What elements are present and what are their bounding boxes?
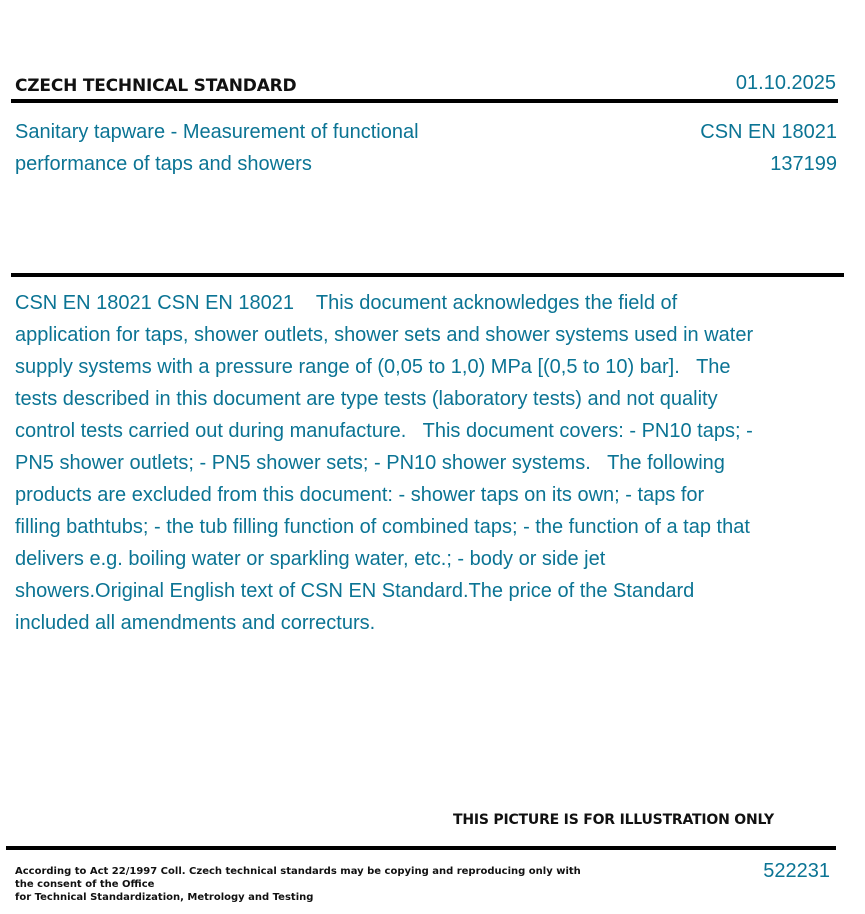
section-divider <box>11 273 844 277</box>
standard-type-label: CZECH TECHNICAL STANDARD <box>15 76 297 96</box>
header-divider <box>11 99 838 103</box>
standard-title <box>15 116 535 180</box>
footer-number: 522231 <box>763 860 830 882</box>
legal-line-1: According to Act 22/1997 Coll. Czech technical standards may be copying and reproducing only with the consent of the Office <box>15 866 581 890</box>
legal-line-2: for Technical Standardization, Metrology and Testing <box>15 892 314 903</box>
publication-date: 01.10.2025 <box>735 72 836 94</box>
title-line-1: Sanitary tapware - Measurement of functional <box>15 121 419 143</box>
abstract-text: CSN EN 18021 CSN EN 18021 This document acknowledges the field of application for taps, shower outlets, shower sets and shower systems used in water supply systems with a pressure range of (0,05 to 1,0) MPa [(0,5 to 10) bar]. The tests described in this document are type tests (laboratory tests) and not quality control tests carried out during manufacture. This document covers: - PN10 taps; - PN5 shower outlets; - PN5 shower sets; - PN10 shower systems. The following products are excluded from this document: - shower taps on its own; - taps for filling bathtubs; - the tub filling function of combined taps; - the function of a tap that delivers e.g. boiling water or sparkling water, etc.; - body or side jet showers.Original English text of CSN EN Standard.The price of the Standard included all amendments and correcturs. <box>15 292 759 634</box>
legal-notice <box>15 865 585 904</box>
footer-divider <box>6 846 836 850</box>
title-line-2: performance of taps and showers <box>15 153 312 175</box>
standard-code: CSN EN 18021 <box>700 121 837 143</box>
catalog-id: 137199 <box>770 153 837 175</box>
standard-identifiers <box>700 116 837 180</box>
illustration-disclaimer: THIS PICTURE IS FOR ILLUSTRATION ONLY <box>452 812 774 828</box>
